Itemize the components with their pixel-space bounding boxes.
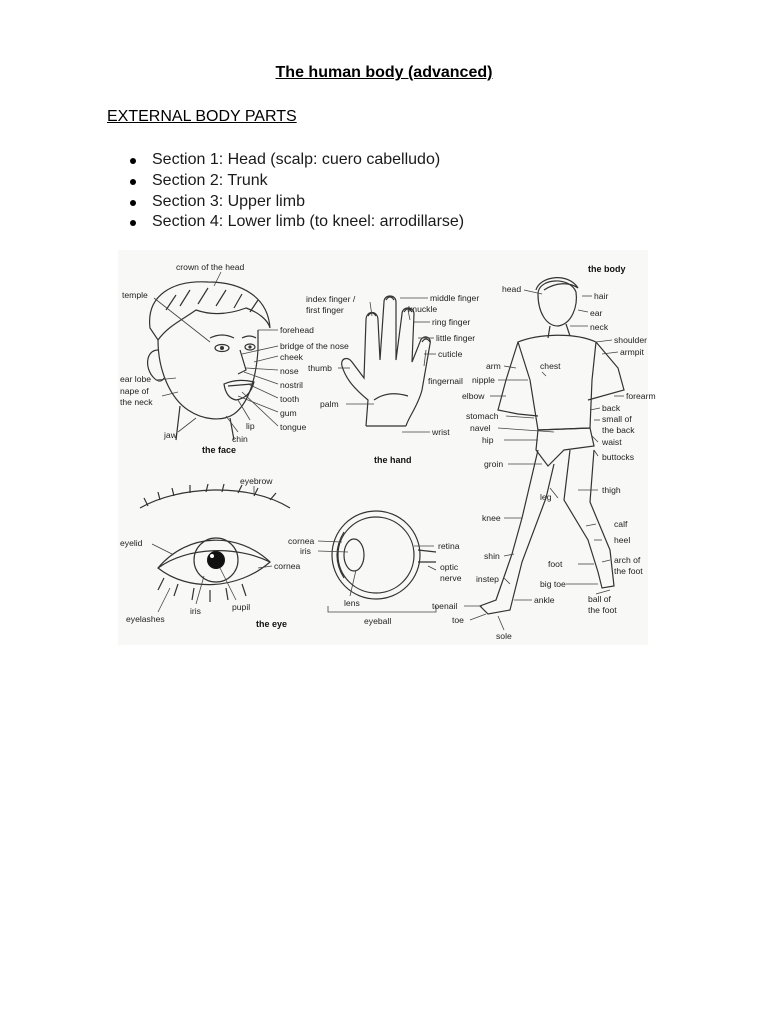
section-list (130, 150, 464, 233)
crown-line (214, 272, 221, 286)
label-forearm: forearm (626, 391, 656, 401)
label-eyelid: eyelid (120, 538, 143, 548)
bullet-icon (130, 179, 136, 185)
list-item-text: Section 1: Head (scalp: cuero cabelludo) (152, 151, 441, 168)
label-hip: hip (482, 435, 494, 445)
label-gum: gum (280, 408, 297, 418)
label-arch-1: arch of (614, 555, 641, 565)
label-index-2: first finger (306, 305, 344, 315)
bullet-icon (130, 158, 136, 164)
label-lip: lip (246, 421, 255, 431)
page-title: The human body (advanced) (275, 64, 493, 81)
label-small-1: small of (602, 414, 632, 424)
bullet-icon (130, 200, 136, 206)
label-thigh: thigh (602, 485, 621, 495)
caption-hand: the hand (374, 455, 412, 465)
label-shoulder: shoulder (614, 335, 647, 345)
label-index-1: index finger / (306, 294, 356, 304)
label-wrist: wrist (432, 427, 450, 437)
label-tooth: tooth (280, 394, 300, 404)
list-item-text: Section 4: Lower limb (to kneel: arrodillarse) (152, 213, 465, 231)
label-nipple: nipple (472, 375, 495, 385)
label-ball-1: ball of (588, 594, 611, 604)
label-arm: arm (486, 361, 501, 371)
list-item (130, 212, 464, 233)
label-jaw: jaw (164, 430, 177, 440)
label-nape-2: the neck (120, 397, 153, 407)
label-leg: leg (540, 492, 552, 502)
label-ear-lobe: ear lobe (120, 374, 152, 384)
label-armpit: armpit (620, 347, 644, 357)
label-foot: foot (548, 559, 563, 569)
caption-eyeball: eyeball (364, 616, 392, 626)
label-big-toe: big toe (540, 579, 566, 589)
label-cheek: cheek (280, 352, 303, 362)
list-item (130, 192, 464, 213)
label-lens: lens (344, 598, 360, 608)
label-navel: navel (470, 423, 491, 433)
label-eyelashes: eyelashes (126, 614, 165, 624)
label-chin: chin (232, 434, 248, 444)
body-parts-illustration (118, 250, 656, 645)
label-iris-ball: iris (300, 546, 311, 556)
label-eyebrow: eyebrow (240, 476, 273, 486)
list-item-text: Section 2: Trunk (152, 171, 268, 189)
label-knuckle: knuckle (408, 304, 438, 314)
label-head: head (502, 284, 522, 294)
label-optic-1: optic (440, 562, 459, 572)
illustration-svg (118, 250, 656, 645)
list-item-text: Section 3: Upper limb (152, 192, 305, 210)
label-stomach: stomach (466, 411, 499, 421)
label-sole: sole (496, 631, 512, 641)
eye-diagram (120, 476, 300, 629)
label-toe: toe (452, 615, 464, 625)
list-item (130, 150, 464, 171)
label-nape-1: nape of (120, 386, 149, 396)
label-back: back (602, 403, 621, 413)
label-elbow: elbow (462, 391, 485, 401)
label-tongue: tongue (280, 422, 307, 432)
hand-diagram (306, 293, 479, 465)
label-cornea-ball: cornea (288, 536, 315, 546)
label-groin: groin (484, 459, 504, 469)
caption-body: the body (588, 264, 626, 274)
label-calf: calf (614, 519, 628, 529)
label-waist: waist (602, 437, 622, 447)
label-bridge: bridge of the nose (280, 341, 349, 351)
label-palm: palm (320, 399, 339, 409)
label-cuticle: cuticle (438, 349, 463, 359)
label-buttocks: buttocks (602, 452, 635, 462)
label-retina: retina (438, 541, 460, 551)
label-little: little finger (436, 333, 476, 343)
label-arch-2: the foot (614, 566, 643, 576)
label-iris-eye: iris (190, 606, 201, 616)
label-shin: shin (484, 551, 500, 561)
label-ear: ear (590, 308, 603, 318)
caption-eye: the eye (256, 619, 288, 629)
label-chest: chest (540, 361, 561, 371)
label-neck: neck (590, 322, 609, 332)
label-ankle: ankle (534, 595, 555, 605)
label-fingernail: fingernail (428, 376, 463, 386)
label-nostril: nostril (280, 380, 303, 390)
caption-face: the face (202, 445, 237, 455)
bullet-icon (130, 220, 136, 226)
label-ring: ring finger (432, 317, 471, 327)
label-nose: nose (280, 366, 299, 376)
label-forehead: forehead (280, 325, 314, 335)
label-heel: heel (614, 535, 631, 545)
label-optic-2: nerve (440, 573, 462, 583)
label-thumb: thumb (308, 363, 332, 373)
label-knee: knee (482, 513, 501, 523)
label-toenail: toenail (432, 601, 458, 611)
label-small-2: the back (602, 425, 635, 435)
list-item (130, 171, 464, 192)
label-ball-2: the foot (588, 605, 617, 615)
label-crown: crown of the head (176, 262, 245, 272)
label-pupil: pupil (232, 602, 251, 612)
label-cornea-eye: cornea (274, 561, 301, 571)
label-instep: instep (476, 574, 499, 584)
face-diagram (120, 262, 349, 455)
label-middle: middle finger (430, 293, 480, 303)
label-hair: hair (594, 291, 609, 301)
section-heading: EXTERNAL BODY PARTS (107, 108, 297, 125)
label-temple: temple (122, 290, 148, 300)
